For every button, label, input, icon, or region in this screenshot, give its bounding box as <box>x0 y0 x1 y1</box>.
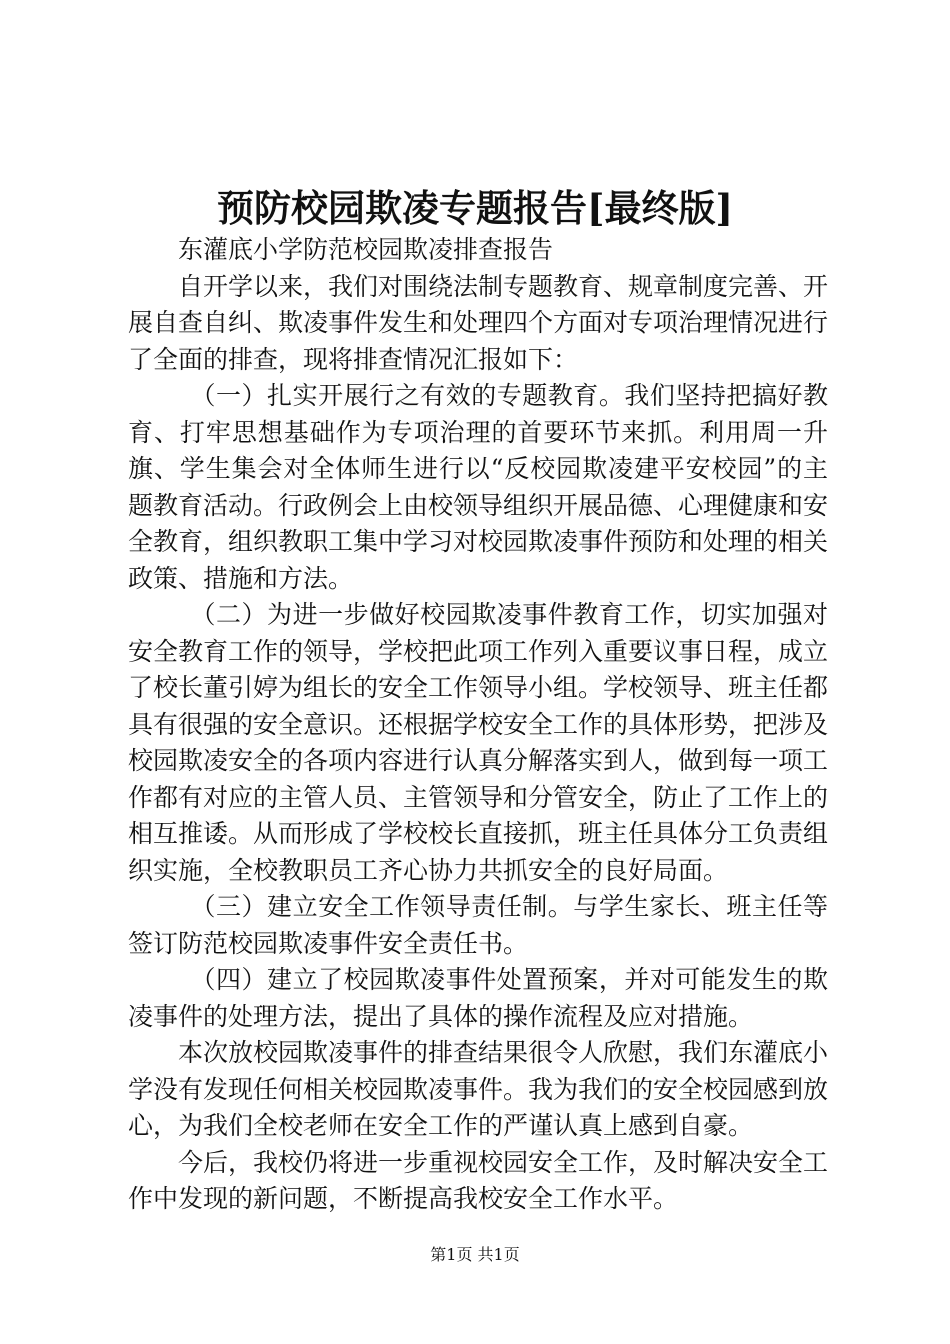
page-footer: 第1页 共1页 <box>430 1245 520 1264</box>
document-body <box>128 232 828 1218</box>
paragraph-section-3: （三）建立安全工作领导责任制。与学生家长、班主任等签订防范校园欺凌事件安全责任书。 <box>128 892 828 958</box>
report-subtitle: 东灌底小学防范校园欺凌排查报告 <box>178 235 554 264</box>
paragraph-result: 本次放校园欺凌事件的排查结果很令人欣慰，我们东灌底小学没有发现任何相关校园欺凌事件。我为我们的安全校园感到放心，为我们全校老师在安全工作的严谨认真上感到自豪。 <box>128 1038 829 1140</box>
paragraph-intro: 自开学以来，我们对围绕法制专题教育、规章制度完善、开展自查自纠、欺凌事件发生和处理四个方面对专项治理情况进行了全面的排查，现将排查情况汇报如下： <box>128 271 829 374</box>
paragraph-section-2: （二）为进一步做好校园欺凌事件教育工作，切实加强对安全教育工作的领导，学校把此项工作列入重要议事日程，成立了校长董引婷为组长的安全工作领导小组。学校领导、班主任都具有很强的安全意识。还根据学校安全工作的具体形势，把涉及校园欺凌安全的各项内容进行认真分解落实到人，做到每一项工作都有对应的主管人员、主管领导和分管安全，防止了工作上的相互推诿。从而形成了学校校长直接抓，班主任具体分工负责组织实施，全校教职员工齐心协力共抓安全的良好局面。 <box>128 600 829 885</box>
paragraph-section-1: （一）扎实开展行之有效的专题教育。我们坚持把搞好教育、打牢思想基础作为专项治理的首要环节来抓。利用周一升旗、学生集会对全体师生进行以“反校园欺凌建平安校园”的主题教育活动。行政例会上由校领导组织开展品德、心理健康和安全教育，组织教职工集中学习对校园欺凌事件预防和处理的相关政策、措施和方法。 <box>128 381 829 593</box>
paragraph-section-4: （四）建立了校园欺凌事件处置预案，并对可能发生的欺凌事件的处理方法，提出了具体的操作流程及应对措施。 <box>128 965 828 1031</box>
paragraph-conclusion: 今后，我校仍将进一步重视校园安全工作，及时解决安全工作中发现的新问题，不断提高我校安全工作水平。 <box>128 1147 829 1213</box>
document-title: 预防校园欺凌专题报告[最终版] <box>216 186 733 230</box>
